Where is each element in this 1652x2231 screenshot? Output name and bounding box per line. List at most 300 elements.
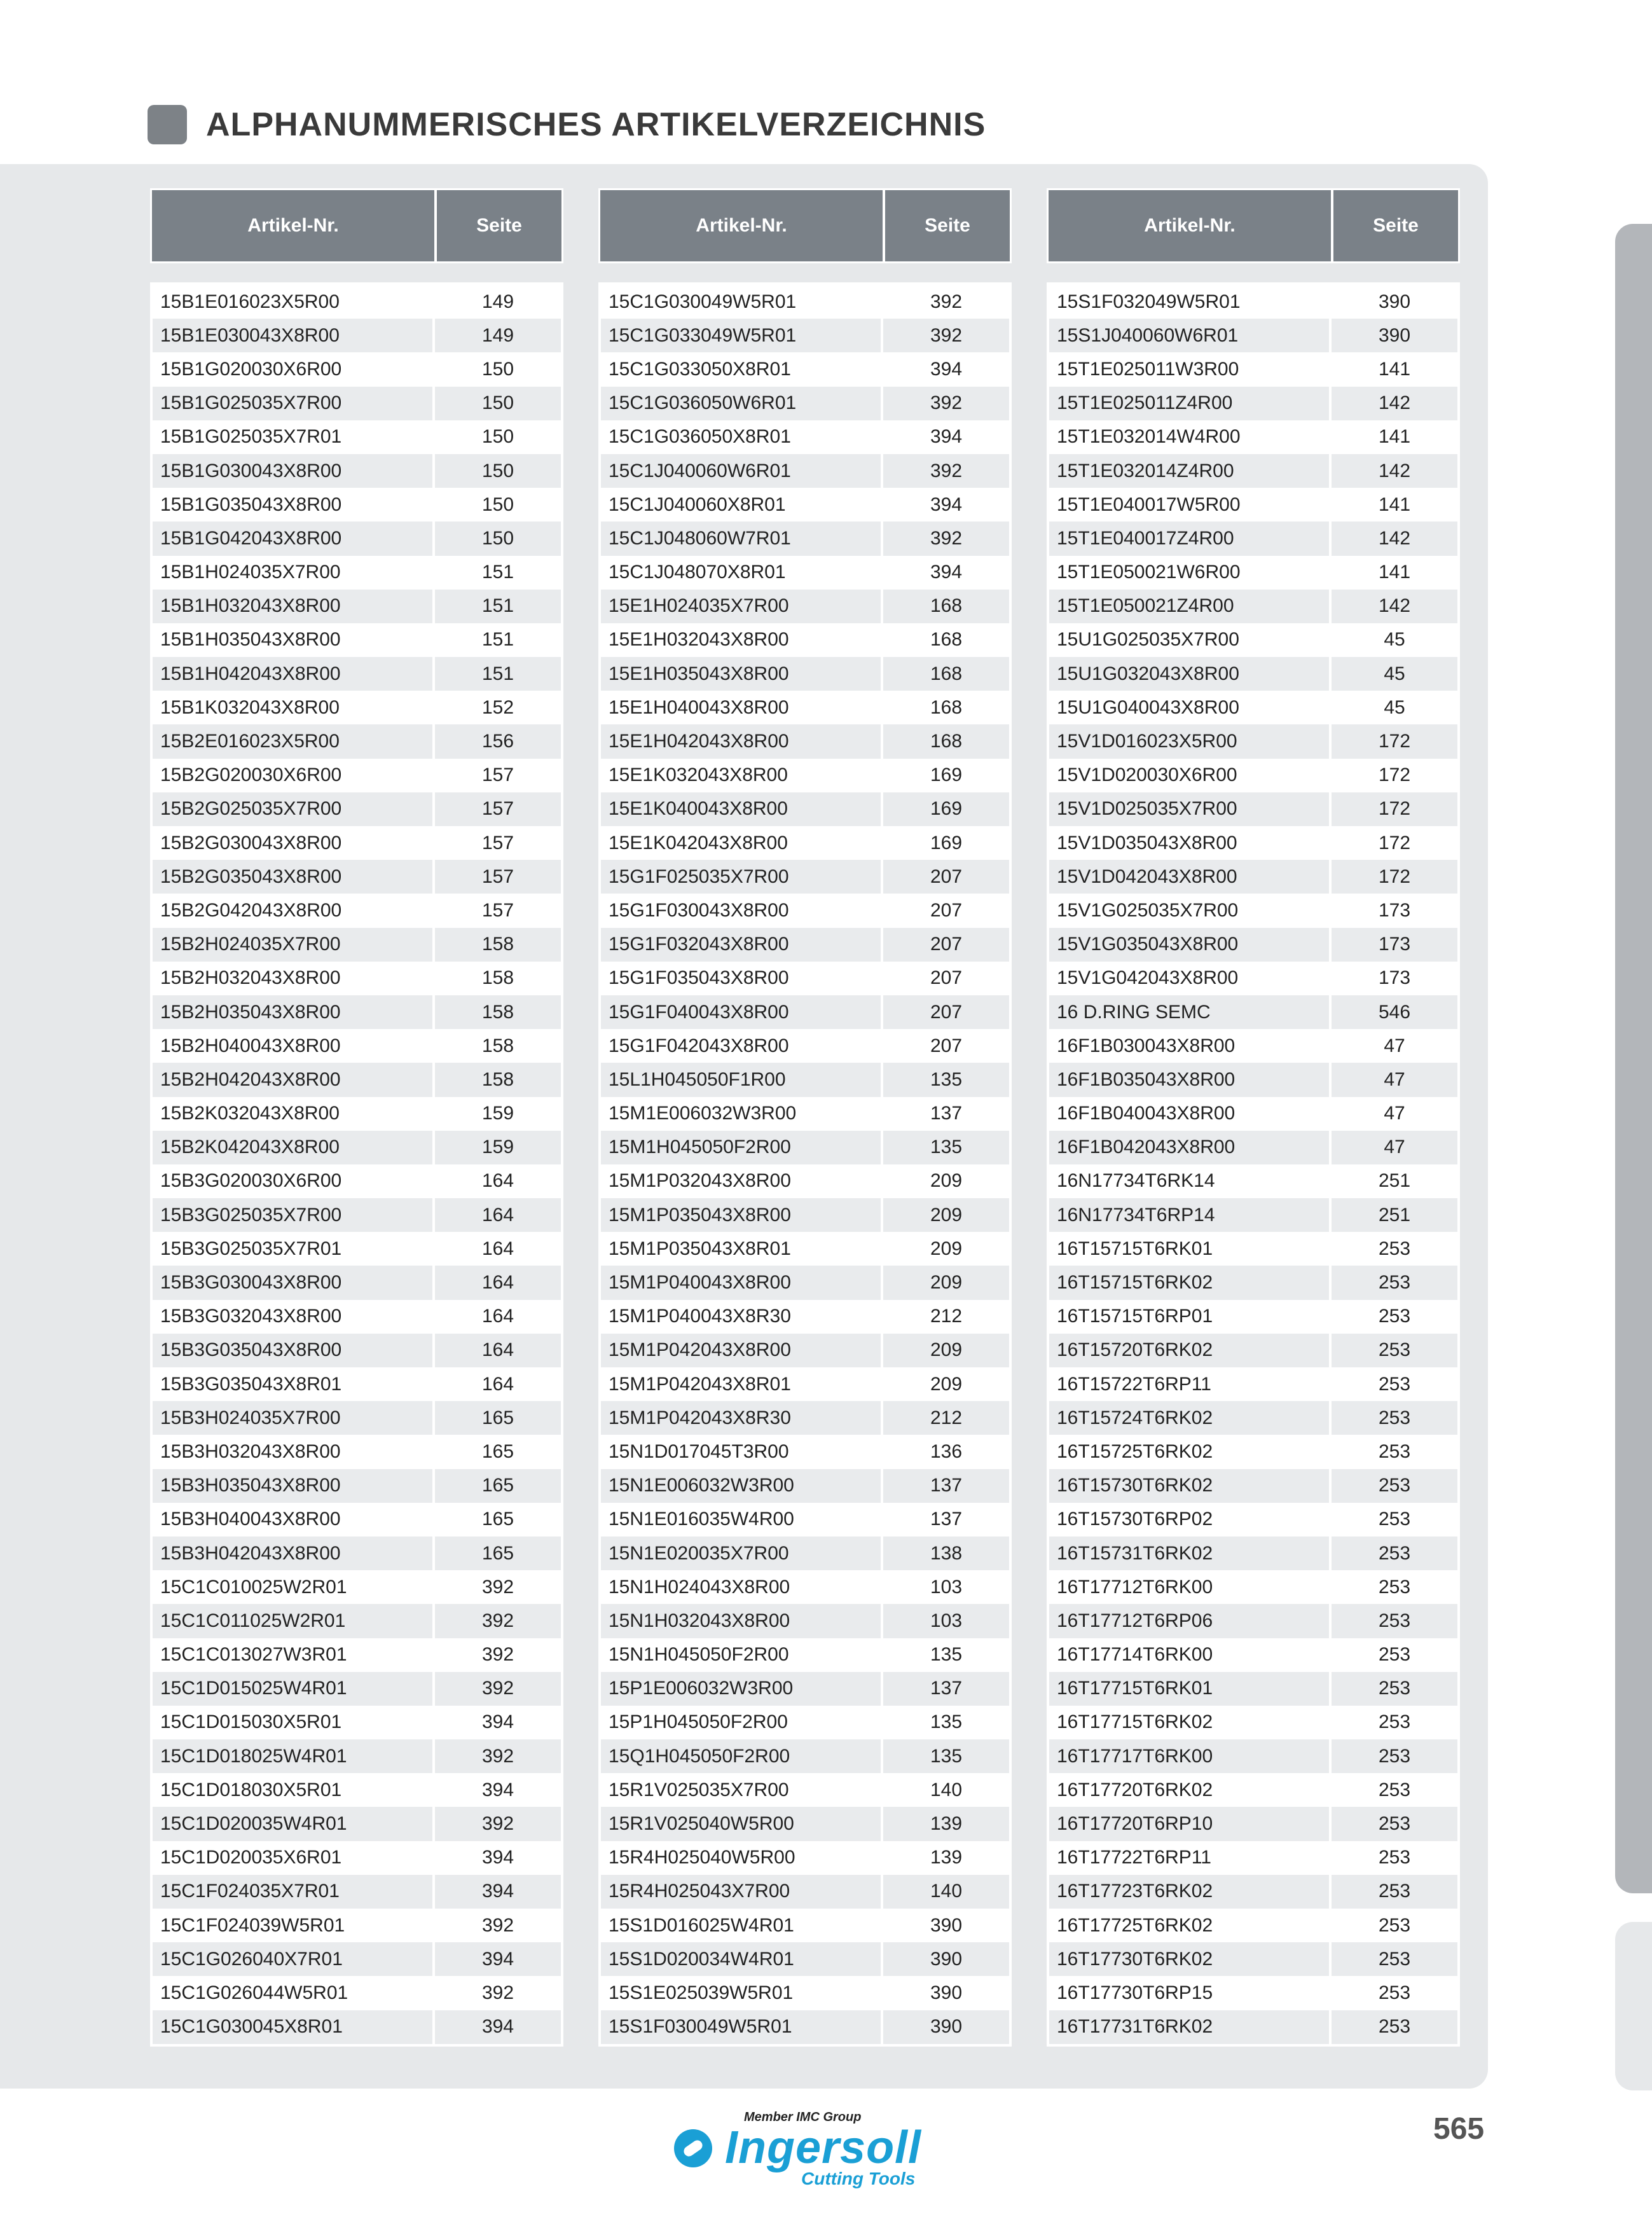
table-row [153,1570,561,1604]
article-number: 16F1B042043X8R00 [1049,1131,1332,1164]
article-number: 16N17734T6RK14 [1049,1164,1332,1198]
table-row [153,1807,561,1841]
article-number: 15T1E032014W4R00 [1049,420,1332,454]
article-number: 15V1G042043X8R00 [1049,962,1332,995]
article-number: 15B2E016023X5R00 [153,724,435,758]
table-row [601,691,1009,724]
article-number: 15N1D017045T3R00 [601,1435,883,1468]
page-reference: 151 [481,562,514,583]
article-number: 15B2G035043X8R00 [153,860,435,894]
article-number: 15T1E050021W6R00 [1049,556,1332,590]
article-number: 15B3H040043X8R00 [153,1503,435,1537]
article-number: 15C1G030045X8R01 [153,2010,435,2044]
page-reference: 173 [1378,967,1411,989]
page-reference: 140 [930,1881,963,1902]
article-number: 15B2G042043X8R00 [153,894,435,927]
ingersoll-logo [674,2110,941,2186]
article-number: 15B3H032043X8R00 [153,1435,435,1468]
page-reference: 253 [1378,2016,1411,2038]
chapter-tab-secondary[interactable] [1615,1922,1652,2090]
article-number: 16T17715T6RK02 [1049,1706,1332,1739]
table-row [1049,691,1457,724]
page-reference: 150 [481,527,514,549]
column-header-page: Seite [925,215,970,236]
page-reference: 47 [1384,1068,1405,1090]
table-row [1049,2010,1457,2044]
page-reference: 209 [930,1170,963,1192]
table-row [1049,928,1457,962]
table-row [1049,352,1457,386]
article-number: 15C1J048070X8R01 [601,556,883,590]
page-reference: 137 [930,1103,963,1124]
article-number: 15C1G033049W5R01 [601,319,883,352]
page-reference: 135 [930,1136,963,1158]
table-row [601,420,1009,454]
page-reference: 135 [930,1745,963,1767]
table-row [601,1537,1009,1570]
article-number: 16T17730T6RK02 [1049,1942,1332,1976]
page-reference: 150 [481,358,514,380]
page-reference: 394 [930,562,963,583]
page-reference: 164 [481,1238,514,1259]
page-reference: 392 [930,527,963,549]
page-reference: 394 [481,1948,514,1970]
table-body [150,282,563,2047]
page-reference: 392 [930,460,963,481]
table-row [601,1469,1009,1503]
table-row [601,623,1009,657]
table-row [1049,1672,1457,1706]
table-row [1049,995,1457,1029]
page-reference: 253 [1378,1339,1411,1361]
table-row [153,792,561,826]
article-number: 16 D.RING SEMC [1049,995,1332,1029]
page-reference: 253 [1378,1373,1411,1395]
page-reference: 392 [930,392,963,414]
table-row [153,1063,561,1096]
page-reference: 253 [1378,1847,1411,1868]
page-reference: 47 [1384,1136,1405,1158]
page-reference: 157 [481,798,514,820]
column-header-article: Artikel-Nr. [152,190,437,261]
page-reference: 165 [481,1407,514,1428]
article-number: 15B3G020030X6R00 [153,1164,435,1198]
page-reference: 137 [930,1678,963,1699]
page-reference: 149 [481,324,514,346]
table-row [153,521,561,555]
article-number: 15V1G025035X7R00 [1049,894,1332,927]
article-number: 16T17720T6RK02 [1049,1773,1332,1807]
table-row [153,962,561,995]
page-reference: 253 [1378,1982,1411,2003]
table-row [153,724,561,758]
page-reference: 159 [481,1103,514,1124]
table-row [153,1164,561,1198]
table-row [153,488,561,521]
page-reference: 253 [1378,1306,1411,1327]
article-number: 16T15715T6RP01 [1049,1300,1332,1334]
table-row [153,1131,561,1164]
article-number: 15B2H024035X7R00 [153,928,435,962]
page-reference: 168 [930,595,963,617]
article-number: 15B3H024035X7R00 [153,1401,435,1435]
article-number: 15C1D020035X6R01 [153,1841,435,1875]
table-row [153,1773,561,1807]
article-number: 16T17717T6RK00 [1049,1739,1332,1773]
table-row [153,1739,561,1773]
page-reference: 164 [481,1272,514,1294]
page-reference: 253 [1378,1610,1411,1631]
table-row [1049,1232,1457,1266]
page-reference: 164 [481,1170,514,1192]
logo-tagline: Cutting Tools [801,2169,916,2188]
page-reference: 390 [930,1914,963,1936]
page-reference: 103 [930,1576,963,1598]
page-reference: 546 [1378,1001,1411,1023]
article-number: 15B3H042043X8R00 [153,1537,435,1570]
article-number: 15M1P042043X8R00 [601,1334,883,1367]
article-number: 15R1V025035X7R00 [601,1773,883,1807]
table-row [1049,1266,1457,1299]
article-number: 15N1H045050F2R00 [601,1638,883,1672]
page-reference: 394 [930,494,963,515]
table-row [1049,1570,1457,1604]
table-row [153,1503,561,1537]
table-row [153,387,561,420]
article-number: 15M1E006032W3R00 [601,1097,883,1131]
page-reference: 142 [1378,460,1411,481]
article-number: 16T15722T6RP11 [1049,1367,1332,1401]
page-reference: 157 [481,899,514,921]
table-row [601,1706,1009,1739]
article-number: 15C1D020035W4R01 [153,1807,435,1841]
table-row [601,387,1009,420]
table-row [601,1773,1009,1807]
article-number: 15M1P035043X8R01 [601,1232,883,1266]
table-row [153,556,561,590]
article-number: 15C1G036050X8R01 [601,420,883,454]
article-number: 15T1E025011W3R00 [1049,352,1332,386]
article-number: 15G1F025035X7R00 [601,860,883,894]
table-row [601,1638,1009,1672]
article-number: 15B2G025035X7R00 [153,792,435,826]
article-number: 15E1K042043X8R00 [601,826,883,860]
article-number: 15C1D015025W4R01 [153,1672,435,1706]
article-number: 15B2G030043X8R00 [153,826,435,860]
article-number: 15U1G032043X8R00 [1049,657,1332,691]
table-row [153,590,561,623]
page-reference: 103 [930,1610,963,1631]
article-number: 16T17725T6RK02 [1049,1909,1332,1942]
page-reference: 157 [481,832,514,853]
article-number: 15B3G035043X8R00 [153,1334,435,1367]
table-row [601,792,1009,826]
table-header [150,188,563,263]
article-number: 16T15720T6RK02 [1049,1334,1332,1367]
page-reference: 137 [930,1509,963,1530]
article-number: 15N1H032043X8R00 [601,1604,883,1638]
page-reference: 392 [481,1914,514,1936]
page-reference: 165 [481,1440,514,1462]
article-number: 15N1E020035X7R00 [601,1537,883,1570]
page-reference: 172 [1378,764,1411,786]
page-reference: 253 [1378,1678,1411,1699]
table-row [601,1942,1009,1976]
table-row [601,1604,1009,1638]
table-row [601,1266,1009,1299]
table-row [153,420,561,454]
article-number: 15G1F030043X8R00 [601,894,883,927]
page-reference: 251 [1378,1170,1411,1192]
table-row [153,1875,561,1909]
article-number: 16N17734T6RP14 [1049,1198,1332,1232]
table-row [1049,1976,1457,2010]
article-number: 15V1D042043X8R00 [1049,860,1332,894]
logo-member-text: Member IMC Group [744,2110,862,2124]
column-header-article: Artikel-Nr. [1049,190,1333,261]
page-reference: 150 [481,426,514,448]
table-row [153,1367,561,1401]
article-number: 15V1G035043X8R00 [1049,928,1332,962]
article-number: 15U1G040043X8R00 [1049,691,1332,724]
table-row [1049,1638,1457,1672]
index-table-1 [150,188,563,2047]
page-reference: 392 [481,1644,514,1666]
article-number: 15B1G020030X6R00 [153,352,435,386]
article-number: 15C1J040060W6R01 [601,454,883,488]
article-number: 16T15724T6RK02 [1049,1401,1332,1435]
article-number: 15V1D035043X8R00 [1049,826,1332,860]
article-number: 15B1K032043X8R00 [153,691,435,724]
page-reference: 394 [481,1881,514,1902]
article-number: 15T1E025011Z4R00 [1049,387,1332,420]
page-reference: 139 [930,1813,963,1835]
table-row [153,454,561,488]
table-row [601,860,1009,894]
table-row [1049,1367,1457,1401]
page-reference: 390 [930,1982,963,2003]
table-row [153,352,561,386]
table-row [601,724,1009,758]
table-row [1049,894,1457,927]
table-row [601,1334,1009,1367]
article-number: 15C1C011025W2R01 [153,1604,435,1638]
article-number: 15B3G035043X8R01 [153,1367,435,1401]
table-row [1049,488,1457,521]
article-number: 15E1K040043X8R00 [601,792,883,826]
article-number: 15B3H035043X8R00 [153,1469,435,1503]
table-row [1049,860,1457,894]
page-reference: 390 [930,2016,963,2038]
table-row [1049,1773,1457,1807]
page-reference: 173 [1378,899,1411,921]
column-header-page: Seite [1373,215,1419,236]
page-reference: 141 [1378,494,1411,515]
table-row [153,691,561,724]
chapter-tab[interactable] [1615,224,1652,1893]
table-row [601,352,1009,386]
article-number: 16T15730T6RP02 [1049,1503,1332,1537]
table-row [1049,387,1457,420]
article-number: 15L1H045050F1R00 [601,1063,883,1096]
page-reference: 253 [1378,1440,1411,1462]
article-number: 15S1F032049W5R01 [1049,285,1332,319]
table-row [1049,1334,1457,1367]
table-row [153,1266,561,1299]
table-row [601,928,1009,962]
index-table-3 [1047,188,1460,2047]
article-number: 16T15715T6RK02 [1049,1266,1332,1299]
article-number: 15B1G035043X8R00 [153,488,435,521]
article-number: 15B1H042043X8R00 [153,657,435,691]
article-number: 16F1B040043X8R00 [1049,1097,1332,1131]
article-number: 15C1J048060W7R01 [601,521,883,555]
page-reference: 151 [481,595,514,617]
table-row [1049,1706,1457,1739]
table-row [1049,556,1457,590]
article-number: 15B1G025035X7R01 [153,420,435,454]
article-number: 15R4H025043X7R00 [601,1875,883,1909]
table-row [153,1604,561,1638]
article-number: 15C1C010025W2R01 [153,1570,435,1604]
table-row [1049,1739,1457,1773]
page-reference: 207 [930,866,963,887]
table-row [601,1097,1009,1131]
section-marker-icon [148,105,187,144]
table-row [1049,657,1457,691]
table-row [1049,319,1457,352]
table-row [601,962,1009,995]
table-row [153,759,561,792]
article-number: 15B2H042043X8R00 [153,1063,435,1096]
page-reference: 141 [1378,426,1411,448]
article-number: 15C1G033050X8R01 [601,352,883,386]
page-reference: 141 [1378,358,1411,380]
page-reference: 253 [1378,1238,1411,1259]
table-row [601,894,1009,927]
page-reference: 47 [1384,1103,1405,1124]
page-reference: 142 [1378,595,1411,617]
table-row [601,759,1009,792]
table-row [601,521,1009,555]
table-header [598,188,1012,263]
page-reference: 253 [1378,1272,1411,1294]
page-reference: 392 [481,1576,514,1598]
table-row [1049,1435,1457,1468]
article-number: 15M1P040043X8R30 [601,1300,883,1334]
table-row [1049,1097,1457,1131]
article-number: 15M1P040043X8R00 [601,1266,883,1299]
table-row [153,1232,561,1266]
article-number: 15T1E040017W5R00 [1049,488,1332,521]
table-row [1049,1875,1457,1909]
table-row [601,1503,1009,1537]
article-number: 15S1E025039W5R01 [601,1976,883,2010]
article-number: 15C1F024039W5R01 [153,1909,435,1942]
page-reference: 136 [930,1440,963,1462]
table-row [601,995,1009,1029]
article-number: 15B1G030043X8R00 [153,454,435,488]
table-row [153,1300,561,1334]
table-row [1049,1841,1457,1875]
page-reference: 157 [481,764,514,786]
page-reference: 156 [481,731,514,752]
article-number: 15B1H035043X8R00 [153,623,435,657]
article-number: 15P1H045050F2R00 [601,1706,883,1739]
article-number: 16T15731T6RK02 [1049,1537,1332,1570]
page-reference: 140 [930,1779,963,1800]
table-row [1049,1198,1457,1232]
page-reference: 168 [930,663,963,684]
table-row [601,1232,1009,1266]
table-row [153,1638,561,1672]
article-number: 15U1G025035X7R00 [1049,623,1332,657]
page-reference: 135 [930,1644,963,1666]
table-row [1049,1537,1457,1570]
table-row [153,1537,561,1570]
article-number: 15V1D025035X7R00 [1049,792,1332,826]
table-row [1049,759,1457,792]
page-reference: 135 [930,1068,963,1090]
page-reference: 168 [930,731,963,752]
article-number: 15M1H045050F2R00 [601,1131,883,1164]
article-number: 15C1G030049W5R01 [601,285,883,319]
table-row [153,826,561,860]
table-row [153,1841,561,1875]
article-number: 15C1J040060X8R01 [601,488,883,521]
table-row [601,488,1009,521]
page-reference: 209 [930,1339,963,1361]
page-reference: 253 [1378,1509,1411,1530]
page-reference: 253 [1378,1711,1411,1733]
article-number: 16T17712T6RK00 [1049,1570,1332,1604]
page-reference: 165 [481,1542,514,1564]
page-reference: 45 [1384,663,1405,684]
table-row [153,2010,561,2044]
page-reference: 253 [1378,1542,1411,1564]
table-row [1049,1063,1457,1096]
page-reference: 392 [481,1678,514,1699]
table-row [153,995,561,1029]
page-reference: 172 [1378,731,1411,752]
article-number: 15S1D020034W4R01 [601,1942,883,1976]
page-reference: 149 [481,291,514,312]
article-number: 15B2G020030X6R00 [153,759,435,792]
page-reference: 137 [930,1475,963,1496]
article-number: 15E1H024035X7R00 [601,590,883,623]
table-row [153,894,561,927]
column-header-page: Seite [476,215,522,236]
page-reference: 253 [1378,1644,1411,1666]
page-reference: 390 [1378,324,1411,346]
index-table-2 [598,188,1012,2047]
page-reference: 164 [481,1306,514,1327]
article-number: 15E1H032043X8R00 [601,623,883,657]
table-row [601,1435,1009,1468]
table-row [601,1300,1009,1334]
table-row [153,623,561,657]
table-row [153,1706,561,1739]
article-number: 15C1D018030X5R01 [153,1773,435,1807]
page-reference: 253 [1378,1881,1411,1902]
article-number: 15C1G036050W6R01 [601,387,883,420]
page-reference: 158 [481,1068,514,1090]
page-reference: 394 [481,1711,514,1733]
table-row [153,1909,561,1942]
page-reference: 207 [930,1001,963,1023]
table-row [601,454,1009,488]
page-number: 565 [1433,2112,1485,2146]
